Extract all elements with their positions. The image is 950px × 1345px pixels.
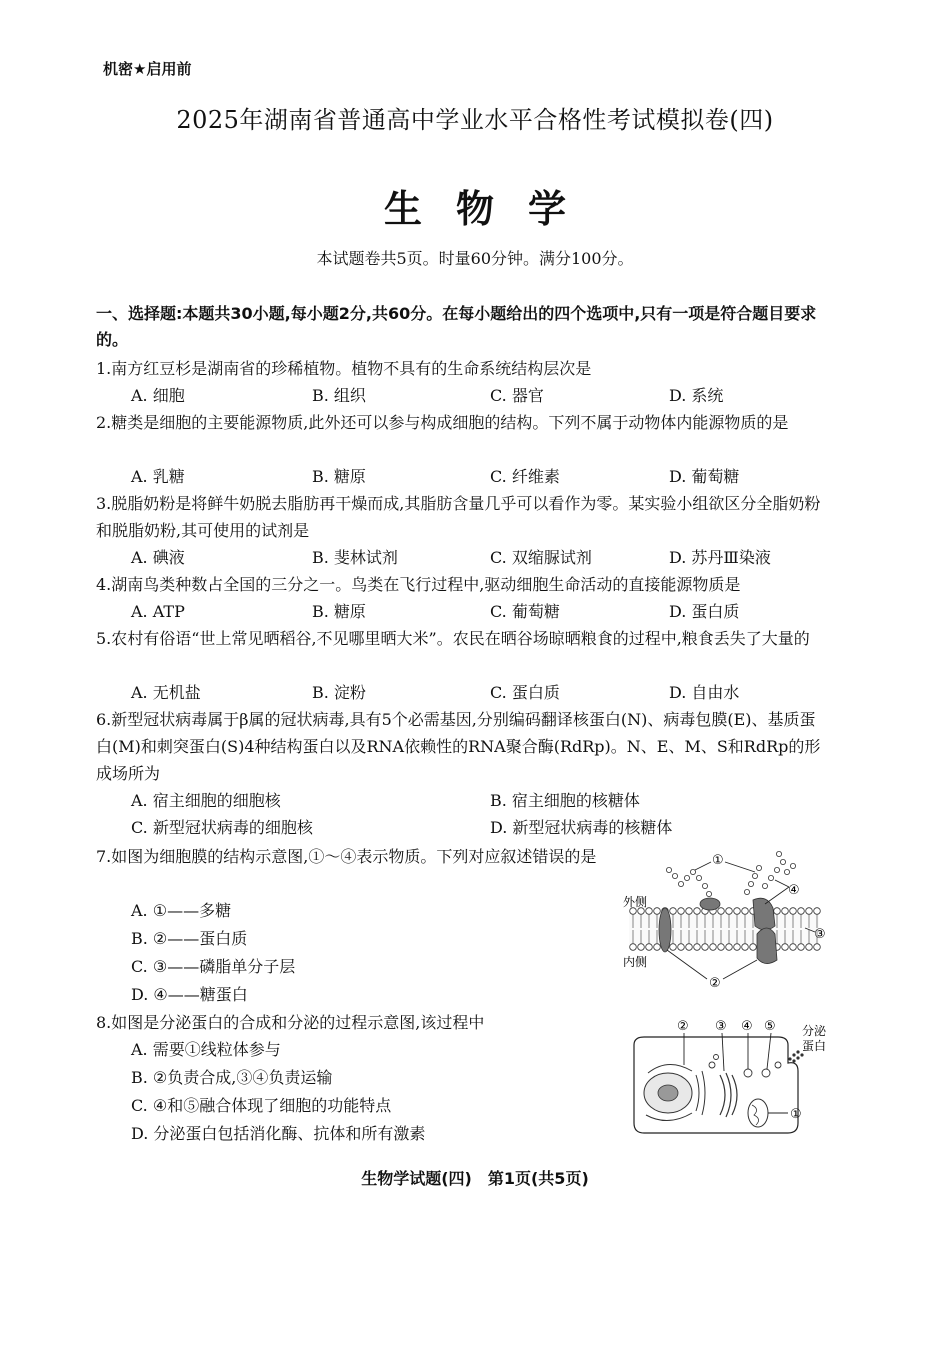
exam-title: 2025年湖南省普通高中学业水平合格性考试模拟卷(四): [176, 106, 774, 134]
marker-2: ②: [709, 976, 721, 991]
q1-option-a: A. 细胞: [131, 386, 185, 405]
secreted-protein-label-1: 分泌: [802, 1024, 827, 1038]
q8-option-b: B. ②负责合成,③④负责运输: [131, 1068, 333, 1087]
q1-option-d: D. 系统: [669, 386, 724, 405]
marker-3-golgi: ③: [715, 1019, 727, 1034]
marker-4: ④: [788, 883, 800, 898]
q3-option-c: C. 双缩脲试剂: [490, 548, 592, 567]
q2-option-b: B. 糖原: [312, 467, 366, 486]
q3-option-a: A. 碘液: [131, 548, 185, 567]
q5-option-d: D. 自由水: [669, 683, 740, 702]
q4-option-b: B. 糖原: [312, 602, 366, 621]
q2-option-d: D. 葡萄糖: [669, 467, 740, 486]
question-6-stem: 6.新型冠状病毒属于β属的冠状病毒,具有5个必需基因,分别编码翻译核蛋白(N)、病毒包膜(E)、基质蛋白(M)和刺突蛋白(S)4种结构蛋白以及RNA依赖性的RNA聚合酶(RdRp)。N、E、M、S和RdRp的形成场所为: [96, 710, 821, 783]
question-5-stem: 5.农村有俗语“世上常见晒稻谷,不见哪里晒大米”。农民在晒谷场晾晒粮食的过程中,粮食丢失了大量的: [96, 629, 810, 648]
q5-option-c: C. 蛋白质: [490, 683, 560, 702]
q6-option-b: B. 宿主细胞的核糖体: [490, 791, 640, 810]
marker-5-membrane: ⑤: [764, 1019, 776, 1034]
marker-2-er: ②: [677, 1019, 689, 1034]
question-2-stem: 2.糖类是细胞的主要能源物质,此外还可以参与构成细胞的结构。下列不属于动物体内能源物质的是: [96, 413, 789, 432]
q7-option-b: B. ②——蛋白质: [131, 929, 248, 948]
inside-label: 内侧: [623, 955, 648, 969]
q5-option-a: A. 无机盐: [131, 683, 201, 702]
question-7-stem: 7.如图为细胞膜的结构示意图,①～④表示物质。下列对应叙述错误的是: [96, 847, 597, 866]
q7-option-c: C. ③——磷脂单分子层: [131, 957, 296, 976]
section-heading: 一、选择题:本题共30小题,每小题2分,共60分。在每小题给出的四个选项中,只有一项是符合题目要求的。: [96, 304, 817, 349]
q4-option-d: D. 蛋白质: [669, 602, 740, 621]
q5-option-b: B. 淀粉: [312, 683, 366, 702]
q4-option-a: A. ATP: [131, 602, 185, 621]
marker-3: ③: [814, 927, 826, 942]
q8-option-c: C. ④和⑤融合体现了细胞的功能特点: [131, 1096, 392, 1115]
exam-info: 本试题卷共5页。时量60分钟。满分100分。: [316, 249, 634, 268]
secretory-pathway-figure: [628, 1015, 840, 1140]
question-8-stem: 8.如图是分泌蛋白的合成和分泌的过程示意图,该过程中: [96, 1013, 485, 1032]
q6-option-a: A. 宿主细胞的细胞核: [131, 791, 281, 810]
outside-label: 外侧: [623, 895, 648, 909]
confidential-mark: 机密★启用前: [103, 60, 192, 78]
marker-1: ①: [712, 853, 724, 868]
marker-1-mitochondrion: ①: [790, 1107, 802, 1122]
q7-option-d: D. ④——糖蛋白: [131, 985, 248, 1004]
q6-option-d: D. 新型冠状病毒的核糖体: [490, 818, 673, 837]
sugar-chains: [666, 851, 795, 896]
marker-4-vesicle: ④: [741, 1019, 753, 1034]
question-3-stem: 3.脱脂奶粉是将鲜牛奶脱去脂肪再干燥而成,其脂肪含量几乎可以看作为零。某实验小组欲区分全脂奶粉和脱脂奶粉,其可使用的试剂是: [96, 494, 821, 540]
q3-option-b: B. 斐林试剂: [312, 548, 398, 567]
q8-option-a: A. 需要①线粒体参与: [131, 1040, 281, 1059]
q2-option-c: C. 纤维素: [490, 467, 560, 486]
q3-option-d: D. 苏丹Ⅲ染液: [669, 548, 771, 567]
q4-option-c: C. 葡萄糖: [490, 602, 560, 621]
membrane-structure-figure: [615, 842, 835, 992]
mitochondrion: [748, 1099, 768, 1127]
secreted-protein-label-2: 蛋白: [802, 1039, 827, 1053]
q8-option-d: D. 分泌蛋白包括消化酶、抗体和所有激素: [131, 1124, 426, 1143]
question-1-stem: 1.南方红豆杉是湖南省的珍稀植物。植物不具有的生命系统结构层次是: [96, 359, 592, 378]
subject-title: 生物学: [383, 186, 600, 231]
question-4-stem: 4.湖南鸟类种数占全国的三分之一。鸟类在飞行过程中,驱动细胞生命活动的直接能源物质是: [96, 575, 741, 594]
q1-option-c: C. 器官: [490, 386, 544, 405]
q1-option-b: B. 组织: [312, 386, 366, 405]
q7-option-a: A. ①——多糖: [131, 901, 232, 920]
q6-option-c: C. 新型冠状病毒的细胞核: [131, 818, 313, 837]
q2-option-a: A. 乳糖: [131, 467, 185, 486]
page-footer: 生物学试题(四) 第1页(共5页): [361, 1169, 589, 1188]
